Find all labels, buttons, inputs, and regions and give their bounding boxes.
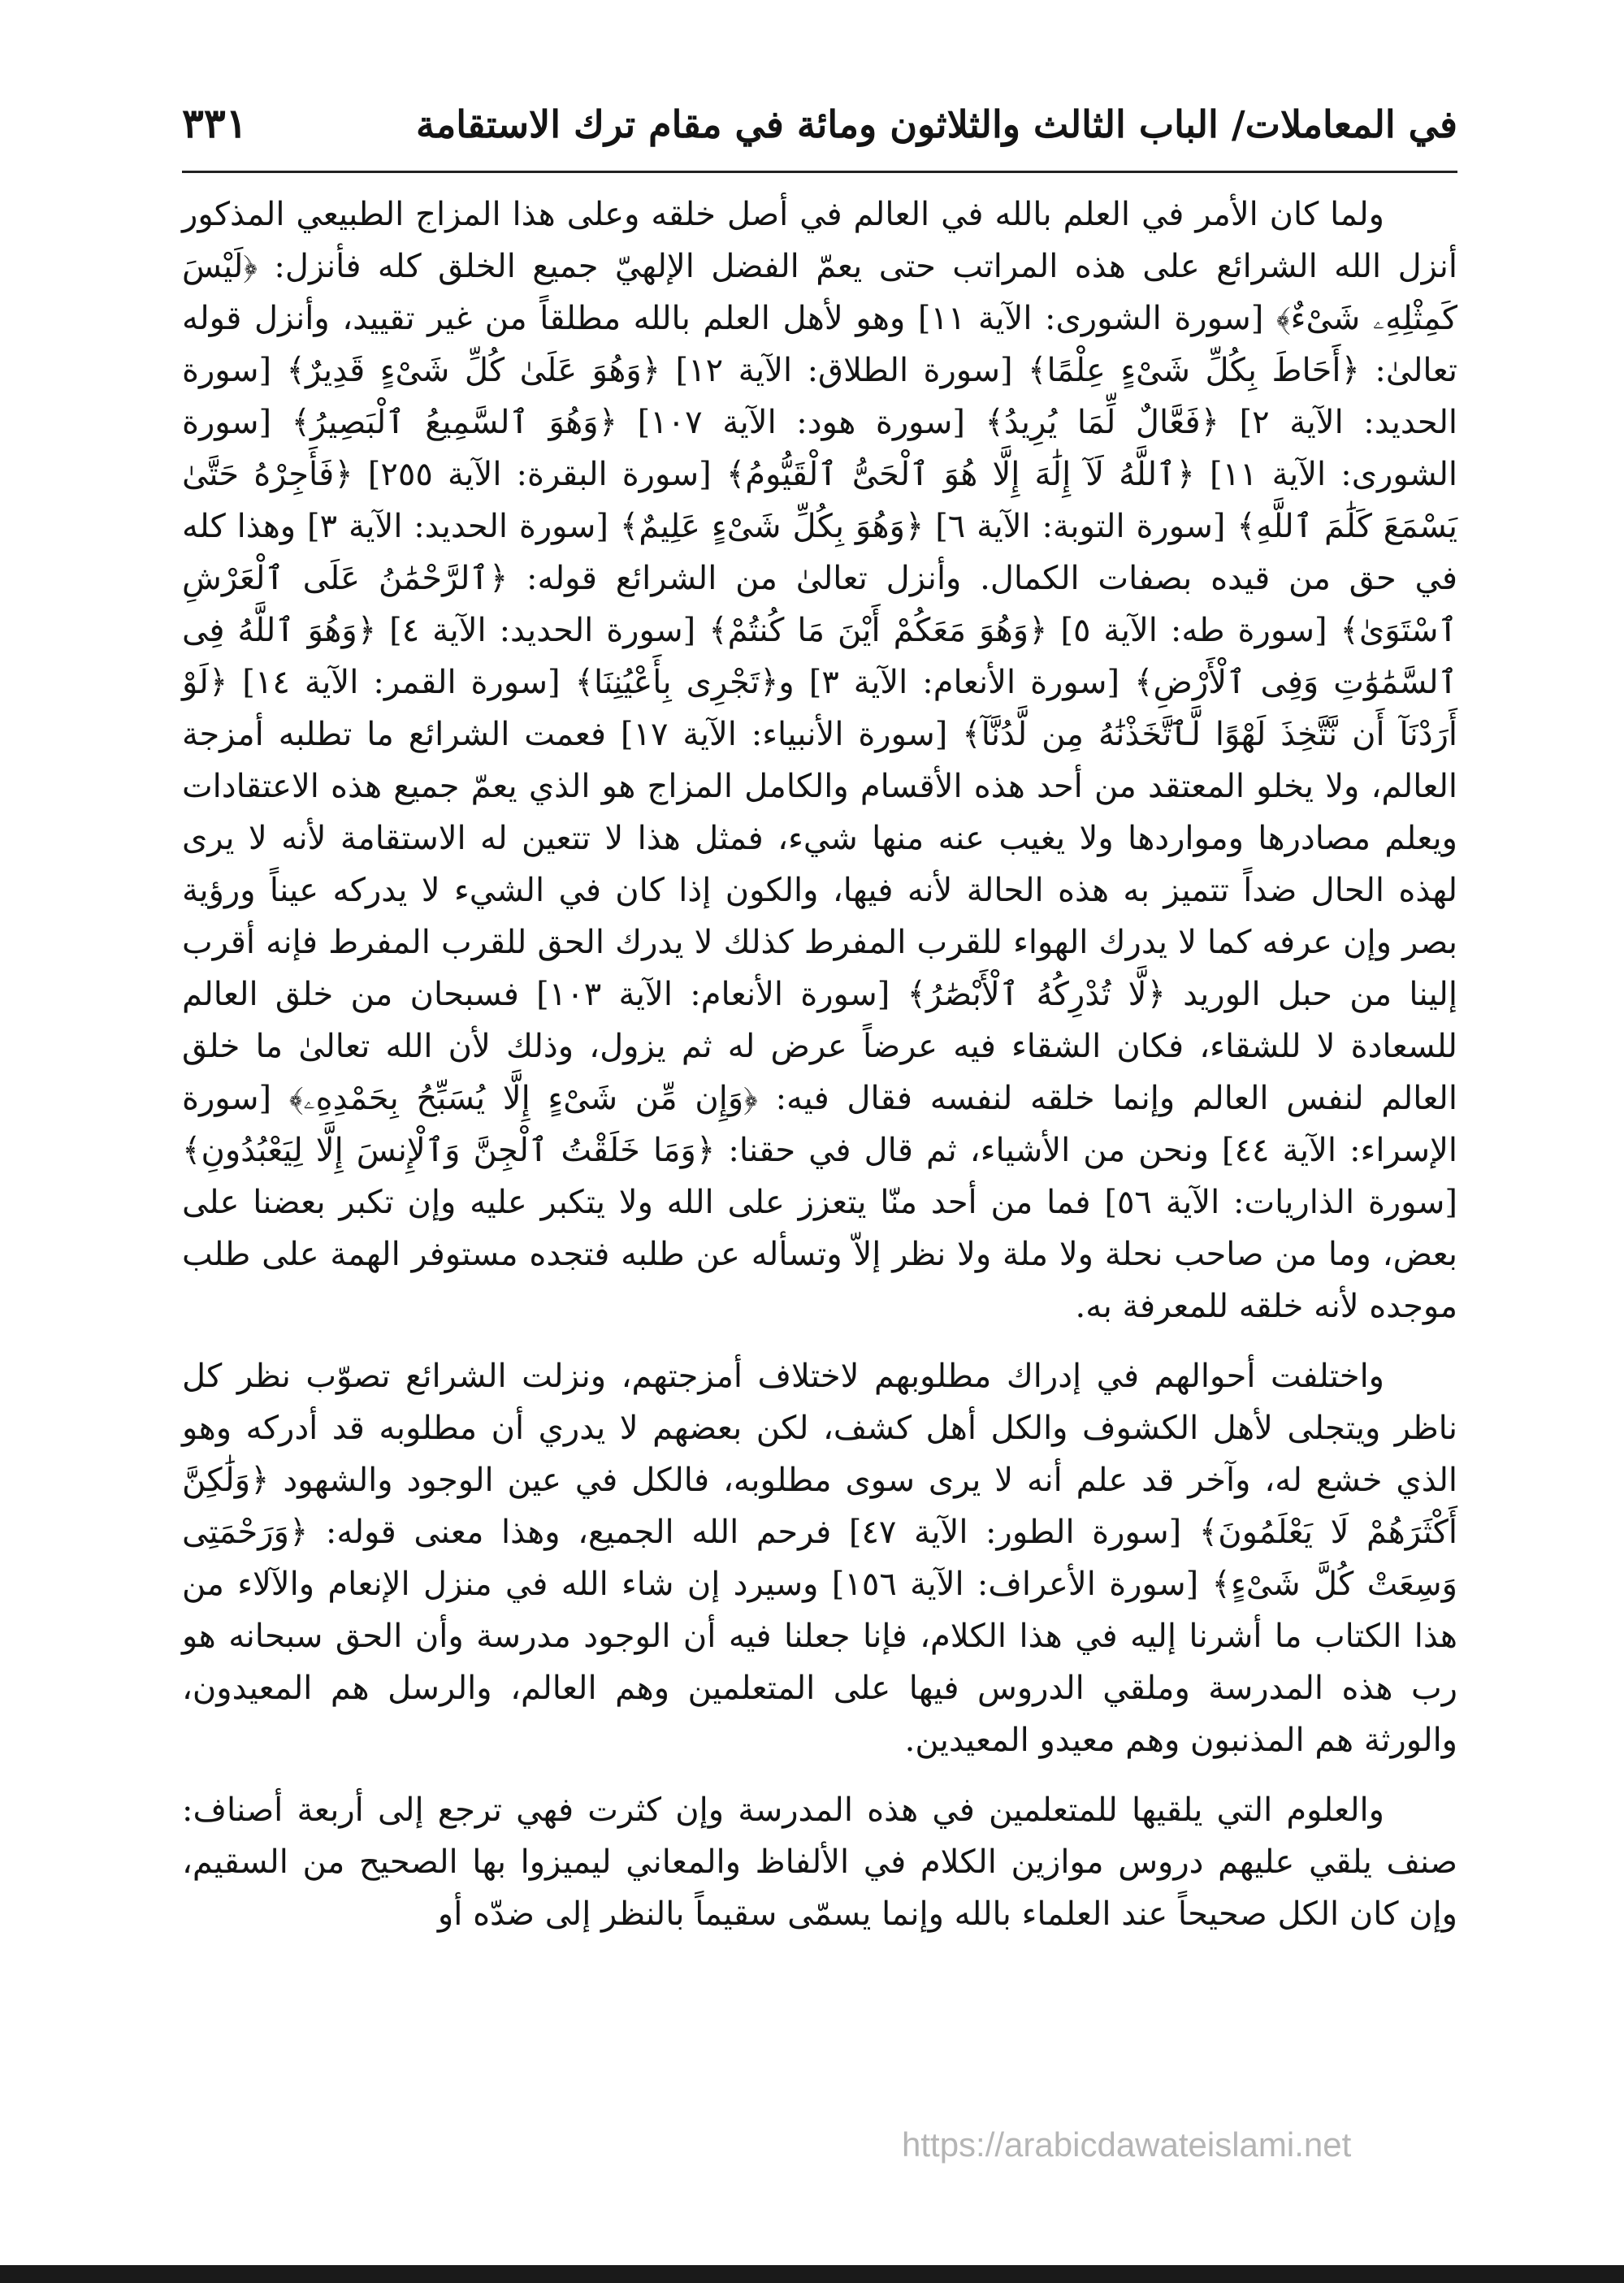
page-header [182,96,1457,161]
paragraph: والعلوم التي يلقيها للمتعلمين في هذه المدرسة وإن كثرت فهي ترجع إلى أربعة أصناف: صنف يلقي عليهم دروس موازين الكلام في الألفاظ والمعاني ليميزوا بها الصحيح من السقيم، وإن كان الكل صحيحاً عند العلماء بالله وإنما يسمّى سقيماً بالنظر إلى ضدّه أو [182,1791,1457,1933]
scan-bottom-edge [0,2265,1624,2283]
running-title: في المعاملات/ الباب الثالث والثلاثون ومائة في مقام ترك الاستقامة [415,102,1457,146]
paragraph: ولما كان الأمر في العلم بالله في العالم في أصل خلقه وعلى هذا المزاج الطبيعي المذكور أنزل الله الشرائع على هذه المراتب حتى يعمّ الفضل الإلهيّ جميع الخلق كله فأنزل: ﴿لَيْسَ كَمِثْلِهِۦ شَىْءٌ﴾ [سورة الشورى: الآية ١١] وهو لأهل العلم بالله مطلقاً من غير تقييد، وأنزل قوله تعالىٰ: ﴿أَحَاطَ بِكُلِّ شَىْءٍ عِلْمًا﴾ [سورة الطلاق: الآية ١٢] ﴿وَهُوَ عَلَىٰ كُلِّ شَىْءٍ قَدِيرٌ﴾ [سورة الحديد: الآية ٢] ﴿فَعَّالٌ لِّمَا يُرِيدُ﴾ [سورة هود: الآية ١٠٧] ﴿وَهُوَ ٱلسَّمِيعُ ٱلْبَصِيرُ﴾ [سورة الشورى: الآية ١١] ﴿ٱللَّهُ لَآ إِلَٰهَ إِلَّا هُوَ ٱلْحَىُّ ٱلْقَيُّومُ﴾ [سورة البقرة: الآية ٢٥٥] ﴿فَأَجِرْهُ حَتَّىٰ يَسْمَعَ كَلَٰمَ ٱللَّهِ﴾ [سورة التوبة: الآية ٦] ﴿وَهُوَ بِكُلِّ شَىْءٍ عَلِيمٌ﴾ [سورة الحديد: الآية ٣] وهذا كله في حق من قيده بصفات الكمال. وأنزل تعالىٰ من الشرائع قوله: ﴿ٱلرَّحْمَٰنُ عَلَى ٱلْعَرْشِ ٱسْتَوَىٰ﴾ [سورة طه: الآية ٥] ﴿وَهُوَ مَعَكُمْ أَيْنَ مَا كُنتُمْ﴾ [سورة الحديد: الآية ٤] ﴿وَهُوَ ٱللَّهُ فِى ٱلسَّمَٰوَٰتِ وَفِى ٱلْأَرْضِ﴾ [سورة الأنعام: الآية ٣] و﴿تَجْرِى بِأَعْيُنِنَا﴾ [سورة القمر: الآية ١٤] ﴿لَوْ أَرَدْنَآ أَن نَّتَّخِذَ لَهْوًا لَّٱتَّخَذْنَٰهُ مِن لَّدُنَّآ﴾ [سورة الأنبياء: الآية ١٧] فعمت الشرائع ما تطلبه أمزجة العالم، ولا يخلو المعتقد من أحد هذه الأقسام والكامل المزاج هو الذي يعمّ جميع هذه الاعتقادات ويعلم مصادرها ومواردها ولا يغيب عنه منها شيء، فمثل هذا لا تتعين له الاستقامة لأنه لا يرى لهذه الحال ضداً تتميز به هذه الحالة لأنه فيها، والكون إذا كان في الشيء لا يدركه عيناً ورؤية بصر وإن عرفه كما لا يدرك الهواء للقرب المفرط كذلك لا يدرك الحق للقرب المفرط فإنه أقرب إلينا من حبل الوريد ﴿لَّا تُدْرِكُهُ ٱلْأَبْصَٰرُ﴾ [سورة الأنعام: الآية ١٠٣] فسبحان من خلق العالم للسعادة لا للشقاء، فكان الشقاء فيه عرضاً عرض له ثم يزول، وذلك لأن الله تعالىٰ ما خلق العالم لنفس العالم وإنما خلقه لنفسه فقال فيه: ﴿وَإِن مِّن شَىْءٍ إِلَّا يُسَبِّحُ بِحَمْدِهِۦ﴾ [سورة الإسراء: الآية ٤٤] ونحن من الأشياء، ثم قال في حقنا: ﴿وَمَا خَلَقْتُ ٱلْجِنَّ وَٱلْإِنسَ إِلَّا لِيَعْبُدُونِ﴾ [سورة الذاريات: الآية ٥٦] فما من أحد منّا يتعزز على الله ولا يتكبر عليه وإن تكبر بعضنا على بعض، وما من صاحب نحلة ولا ملة ولا نظر إلاّ وتسأله عن طلبه فتجده مستوفر الهمة على طلب موجده لأنه خلقه للمعرفة به. [182,196,1458,1325]
paragraph-gap [182,1766,1457,1784]
paragraph: واختلفت أحوالهم في إدراك مطلوبهم لاختلاف أمزجتهم، ونزلت الشرائع تصوّب نظر كل ناظر ويتجلى لأهل الكشوف والكل أهل كشف، لكن بعضهم لا يدري أن مطلوبه قد أدركه وهو الذي خشع له، وآخر قد علم أنه لا يرى سوى مطلوبه، فالكل في عين الوجود والشهود ﴿وَلَٰكِنَّ أَكْثَرَهُمْ لَا يَعْلَمُونَ﴾ [سورة الطور: الآية ٤٧] فرحم الله الجميع، وهذا معنى قوله: ﴿وَرَحْمَتِى وَسِعَتْ كُلَّ شَىْءٍ﴾ [سورة الأعراف: الآية ١٥٦] وسيرد إن شاء الله في منزل الإنعام والآلاء من هذا الكتاب ما أشرنا إليه في هذا الكلام، فإنا جعلنا فيه أن الوجود مدرسة وأن الحق سبحانه هو رب هذه المدرسة وملقي الدروس فيها على المتعلمين وهم العالم، والرسل هم المعيدون، والورثة هم المذنبون وهم معيدو المعيدين. [182,1358,1457,1759]
watermark-url: https://arabicdawateislami.net [902,2125,1352,2164]
header-rule [182,171,1457,173]
body-text [182,188,1457,1940]
page-number: ٣٣١ [182,99,248,147]
paragraph-gap [182,1332,1457,1350]
